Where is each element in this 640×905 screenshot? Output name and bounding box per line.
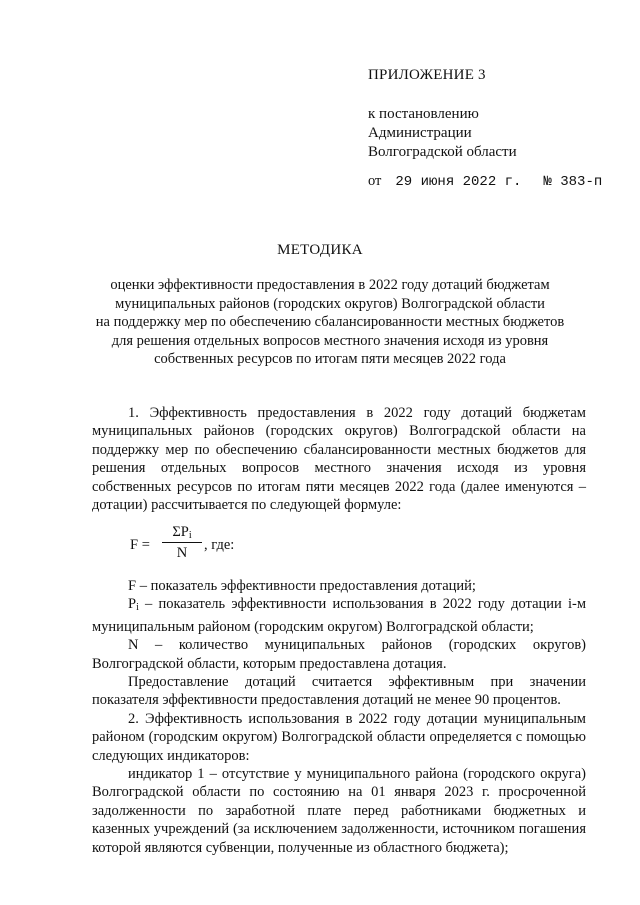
formula-fraction [162,523,202,562]
section-definitions [92,577,586,857]
numerator-text: ΣP [172,524,189,540]
appendix-to-resolution: к постановлению [368,106,479,122]
resolution-date: 29 июня 2022 г. [395,174,522,190]
definition-n: N – количество муниципальных районов (городских округов) Волгоградской области, которым предоставлена дотация. [92,637,586,672]
appendix-region: Волгоградской области [368,144,517,160]
subtitle-line: для решения отдельных вопросов местного значения исходя из уровня [111,332,549,349]
appendix-administration: Администрации [368,125,472,141]
fraction-bar [162,542,202,543]
definition-f: F – показатель эффективности предоставления дотаций; [128,578,476,594]
appendix-title: ПРИЛОЖЕНИЕ 3 [368,67,486,83]
indicator-1: индикатор 1 – отсутствие у муниципального района (городского округа) Волгоградской области по состоянию на 01 января 2023 г. просроченной задолженности по заработной плате перед работниками бюджетных и казенных учреждений (за исключением задолженности, источником погашения которой являются субвенции, полученные из областного бюджета); [92,766,586,856]
document-title: МЕТОДИКА [277,242,363,258]
appendix-header [368,66,517,162]
subtitle-line: оценки эффективности предоставления в 2022 году дотаций бюджетам [110,277,550,293]
resolution-date-line [368,172,602,191]
resolution-number: № 383-п [543,174,603,190]
paragraph-2: 2. Эффективность использования в 2022 году дотации муниципальным районом (городским округом) Волгоградской области определяется с помощью следующих индикаторов: [92,710,586,764]
document-subtitle [70,276,590,369]
subtitle-line: муниципальных районов (городских округов) Волгоградской области [115,295,545,312]
paragraph-effective: Предоставление дотаций считается эффективным при значении показателя эффективности предоставления дотаций не менее 90 процентов. [92,674,586,709]
formula-denominator: N [176,545,188,561]
paragraph-1: 1. Эффективность предоставления в 2022 году дотаций бюджетам муниципальных районов (городских округов) Волгоградской области на поддержку мер по обеспечению сбалансированности местных бюджетов для решения отдельных вопросов местного значения исходя из уровня собственных ресурсов по итогам пяти месяцев 2022 года (далее именуются – дотации) рассчитывается по следующей формуле: [92,405,586,514]
formula-suffix: , где: [204,537,235,553]
p-text: – показатель эффективности использования в 2022 году дотации i-м муниципальным районом (городским округом) Волгоградской области; [92,596,586,635]
section-1 [92,404,586,514]
numerator-subscript: i [188,530,192,541]
p-symbol: P [128,596,137,613]
formula-lhs: F = [130,537,150,553]
subtitle-line: собственных ресурсов по итогам пяти месяцев 2022 года [154,351,506,367]
subtitle-line: на поддержку мер по обеспечению сбалансированности местных бюджетов [95,314,565,330]
definition-p [92,595,586,636]
date-prefix: от [368,173,382,189]
formula-numerator [162,523,202,541]
p-subscript: i [136,602,139,614]
